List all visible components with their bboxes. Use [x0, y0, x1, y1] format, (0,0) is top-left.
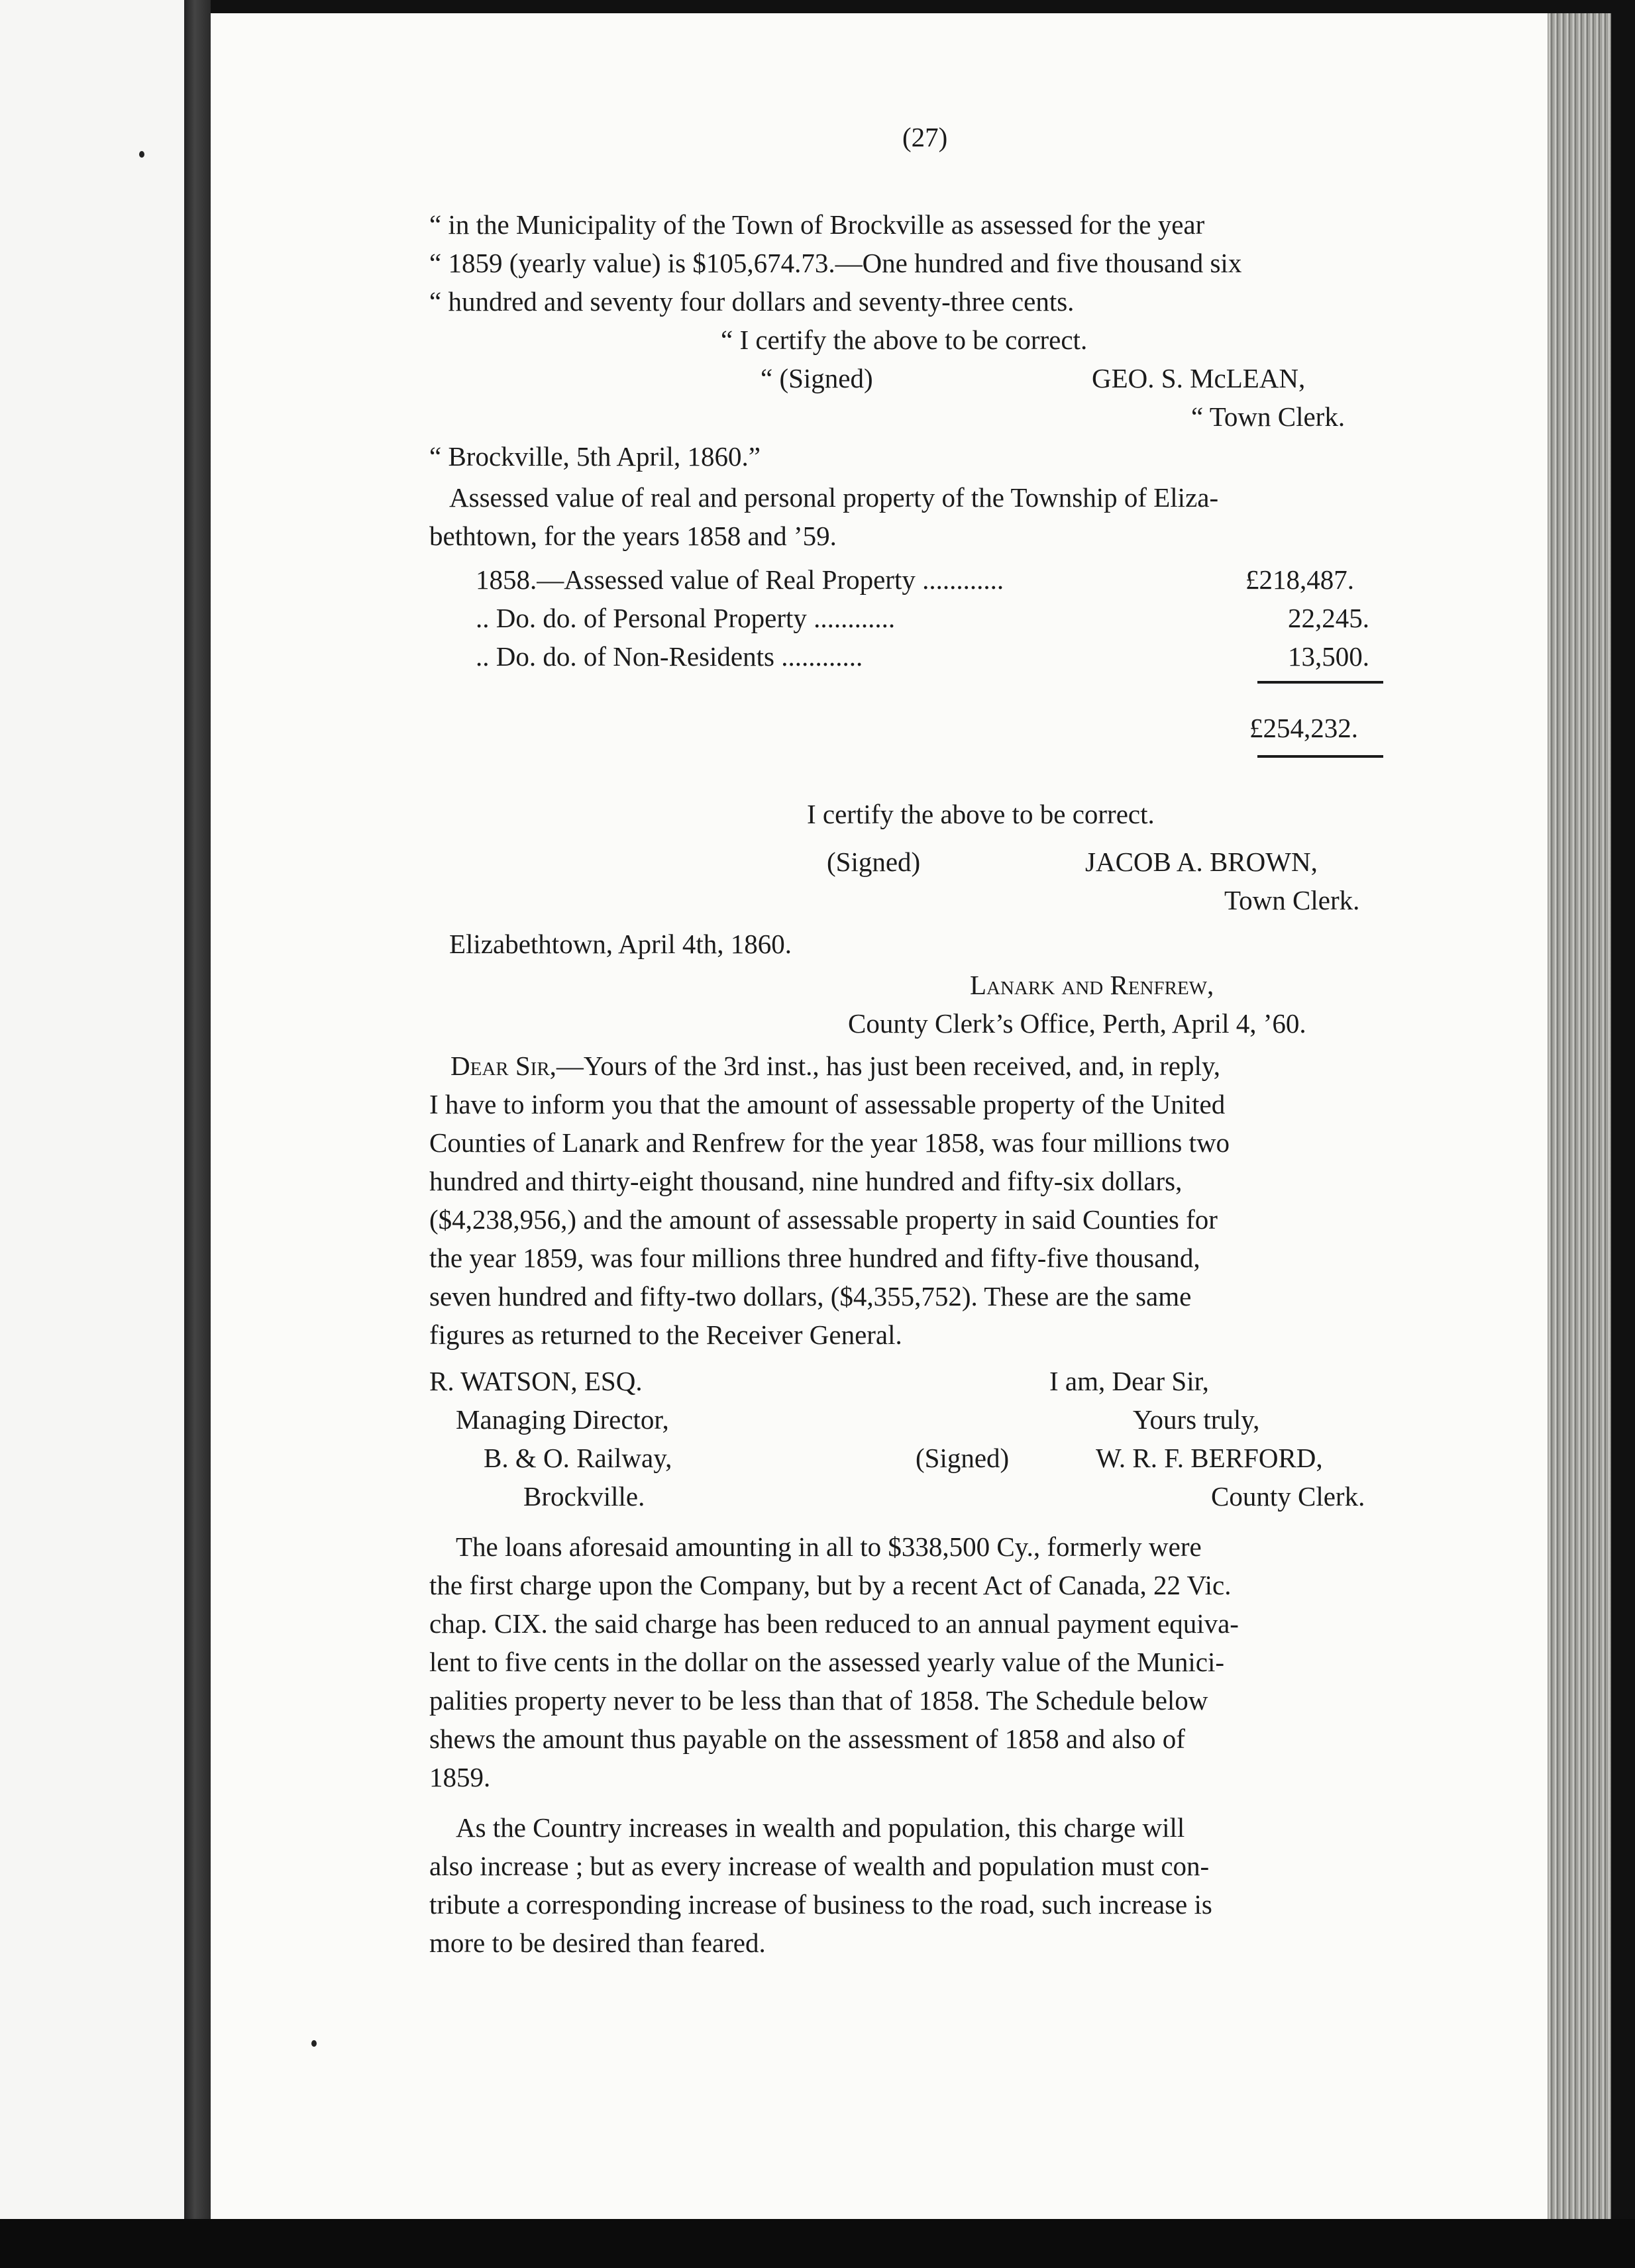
letter-line: the year 1859, was four millions three hundred and fifty-five thousand,: [429, 1243, 1200, 1273]
paragraph-line: chap. CIX. the said charge has been reduced to an annual payment equiva-: [429, 1608, 1239, 1639]
place-date: “ Brockville, 5th April, 1860.”: [429, 441, 761, 472]
assessment-intro: bethtown, for the years 1858 and ’59.: [429, 521, 837, 551]
ink-speck: [311, 2040, 317, 2047]
closing-line: I am, Dear Sir,: [1049, 1366, 1209, 1396]
addressee-line: R. WATSON, ESQ.: [429, 1366, 643, 1396]
closing-line: Yours truly,: [1133, 1404, 1260, 1435]
signer-name: GEO. S. McLEAN,: [1092, 363, 1306, 393]
paragraph-line: more to be desired than feared.: [429, 1928, 766, 1958]
signed-label: (Signed): [916, 1443, 1010, 1473]
scan-border: [0, 2219, 1635, 2268]
document-page: [211, 13, 1548, 2219]
paragraph-line: the first charge upon the Company, but by a recent Act of Canada, 22 Vic.: [429, 1570, 1232, 1600]
page-number: (27): [902, 122, 948, 152]
letter-line: figures as returned to the Receiver General.: [429, 1319, 902, 1350]
letter-line: I have to inform you that the amount of assessable property of the United: [429, 1089, 1226, 1119]
letter-office: County Clerk’s Office, Perth, April 4, ’60.: [848, 1008, 1306, 1039]
letter-line: hundred and thirty-eight thousand, nine hundred and fifty-six dollars,: [429, 1166, 1183, 1196]
paragraph-line: also increase ; but as every increase of wealth and population must con-: [429, 1851, 1210, 1881]
paragraph-line: palities property never to be less than that of 1858. The Schedule below: [429, 1685, 1208, 1716]
letter-text: —Yours of the 3rd inst., has just been received, and, in reply,: [556, 1051, 1220, 1081]
book-gutter: [184, 0, 211, 2268]
signed-label: (Signed): [827, 847, 921, 877]
place-date: Elizabethtown, April 4th, 1860.: [449, 929, 792, 959]
signer-title: County Clerk.: [1211, 1481, 1365, 1512]
assessment-row-amount: 13,500.: [1288, 641, 1369, 672]
signer-title: “ Town Clerk.: [1191, 401, 1345, 432]
addressee-line: B. & O. Railway,: [484, 1443, 672, 1473]
intro-line: “ hundred and seventy four dollars and seventy-three cents.: [429, 286, 1075, 317]
paragraph-line: lent to five cents in the dollar on the assessed yearly value of the Munici-: [429, 1647, 1225, 1677]
paragraph-line: 1859.: [429, 1762, 491, 1792]
letter-salutation: Dear Sir,: [450, 1051, 556, 1081]
letter-heading: Lanark and Renfrew,: [970, 970, 1214, 1000]
letter-line: seven hundred and fifty-two dollars, ($4,355,752). These are the same: [429, 1281, 1192, 1312]
assessment-intro: Assessed value of real and personal property of the Township of Eliza-: [449, 482, 1219, 513]
paragraph-line: tribute a corresponding increase of business to the road, such increase is: [429, 1889, 1212, 1920]
assessment-row-label: .. Do. do. of Personal Property ............: [476, 603, 896, 633]
paragraph-line: As the Country increases in wealth and population, this charge will: [456, 1812, 1185, 1843]
certify-line: “ I certify the above to be correct.: [721, 325, 1088, 355]
letter-first-line: [450, 1047, 1220, 1085]
addressee-line: Brockville.: [523, 1481, 645, 1512]
paragraph-line: shews the amount thus payable on the assessment of 1858 and also of: [429, 1724, 1185, 1754]
sum-rule: [1257, 755, 1383, 758]
assessment-total: £254,232.: [1249, 713, 1358, 743]
signed-label: “ (Signed): [761, 363, 873, 393]
ink-speck: [139, 151, 144, 158]
signer-name: W. R. F. BERFORD,: [1096, 1443, 1323, 1473]
assessment-row-label: 1858.—Assessed value of Real Property ............: [476, 564, 1004, 595]
signer-title: Town Clerk.: [1224, 885, 1360, 915]
assessment-row-amount: 22,245.: [1288, 603, 1369, 633]
intro-line: “ in the Municipality of the Town of Brockville as assessed for the year: [429, 209, 1205, 240]
certify-line: I certify the above to be correct.: [807, 799, 1155, 829]
signer-name: JACOB A. BROWN,: [1085, 847, 1318, 877]
facing-page-edge: [0, 0, 184, 2268]
assessment-row-label: .. Do. do. of Non-Residents ............: [476, 641, 863, 672]
paragraph-line: The loans aforesaid amounting in all to $338,500 Cy., formerly were: [456, 1531, 1202, 1562]
intro-line: “ 1859 (yearly value) is $105,674.73.—One hundred and five thousand six: [429, 248, 1242, 278]
sum-rule: [1257, 681, 1383, 684]
letter-line: ($4,238,956,) and the amount of assessable property in said Counties for: [429, 1204, 1218, 1235]
page-stack-edge: [1548, 13, 1611, 2226]
assessment-row-amount: £218,487.: [1245, 564, 1354, 595]
addressee-line: Managing Director,: [456, 1404, 669, 1435]
letter-line: Counties of Lanark and Renfrew for the year 1858, was four millions two: [429, 1127, 1230, 1158]
